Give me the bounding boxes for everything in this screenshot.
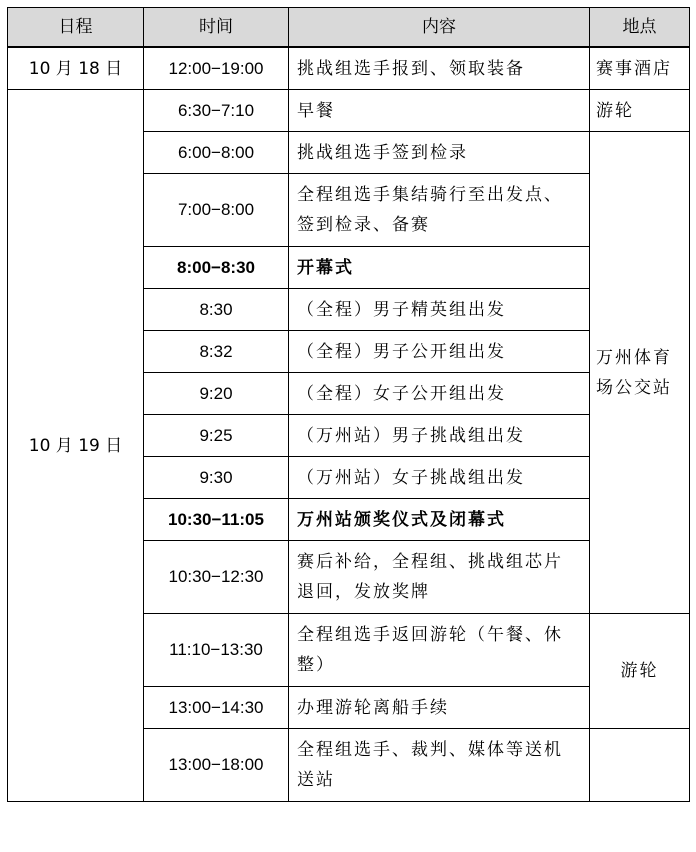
content-cell: 开幕式: [289, 247, 590, 289]
header-content: 内容: [289, 8, 590, 48]
place-cell: [590, 729, 690, 802]
place-cell: 游轮: [590, 614, 690, 729]
time-cell: 9:20: [144, 373, 289, 415]
content-cell: （全程）男子公开组出发: [289, 331, 590, 373]
table-row: [8, 90, 690, 132]
time-cell: 12:00−19:00: [144, 47, 289, 90]
content-cell: （万州站）男子挑战组出发: [289, 415, 590, 457]
time-cell: 11:10−13:30: [144, 614, 289, 687]
time-cell: 13:00−18:00: [144, 729, 289, 802]
time-cell: 10:30−11:05: [144, 499, 289, 541]
time-cell: 7:00−8:00: [144, 174, 289, 247]
content-cell: 全程组选手集结骑行至出发点、签到检录、备赛: [289, 174, 590, 247]
time-cell: 6:30−7:10: [144, 90, 289, 132]
header-time: 时间: [144, 8, 289, 48]
time-cell: 8:00−8:30: [144, 247, 289, 289]
content-cell: 赛后补给，全程组、挑战组芯片退回，发放奖牌: [289, 541, 590, 614]
content-cell: 万州站颁奖仪式及闭幕式: [289, 499, 590, 541]
time-cell: 6:00−8:00: [144, 132, 289, 174]
time-cell: 10:30−12:30: [144, 541, 289, 614]
time-cell: 13:00−14:30: [144, 687, 289, 729]
content-cell: 全程组选手返回游轮（午餐、休整）: [289, 614, 590, 687]
date-cell: 10 月 19 日: [8, 90, 144, 802]
content-cell: （全程）男子精英组出发: [289, 289, 590, 331]
header-row: [8, 8, 690, 48]
time-cell: 9:30: [144, 457, 289, 499]
content-cell: 办理游轮离船手续: [289, 687, 590, 729]
date-cell: 10 月 18 日: [8, 47, 144, 90]
time-cell: 8:30: [144, 289, 289, 331]
schedule-table: [7, 7, 690, 802]
content-cell: （全程）女子公开组出发: [289, 373, 590, 415]
content-cell: 挑战组选手报到、领取装备: [289, 47, 590, 90]
table-row: [8, 47, 690, 90]
content-cell: （万州站）女子挑战组出发: [289, 457, 590, 499]
place-cell: 赛事酒店: [590, 47, 690, 90]
place-cell: 游轮: [590, 90, 690, 132]
place-cell: 万州体育场公交站: [590, 132, 690, 614]
header-date: 日程: [8, 8, 144, 48]
time-cell: 8:32: [144, 331, 289, 373]
content-cell: 全程组选手、裁判、媒体等送机送站: [289, 729, 590, 802]
content-cell: 早餐: [289, 90, 590, 132]
content-cell: 挑战组选手签到检录: [289, 132, 590, 174]
time-cell: 9:25: [144, 415, 289, 457]
header-place: 地点: [590, 8, 690, 48]
